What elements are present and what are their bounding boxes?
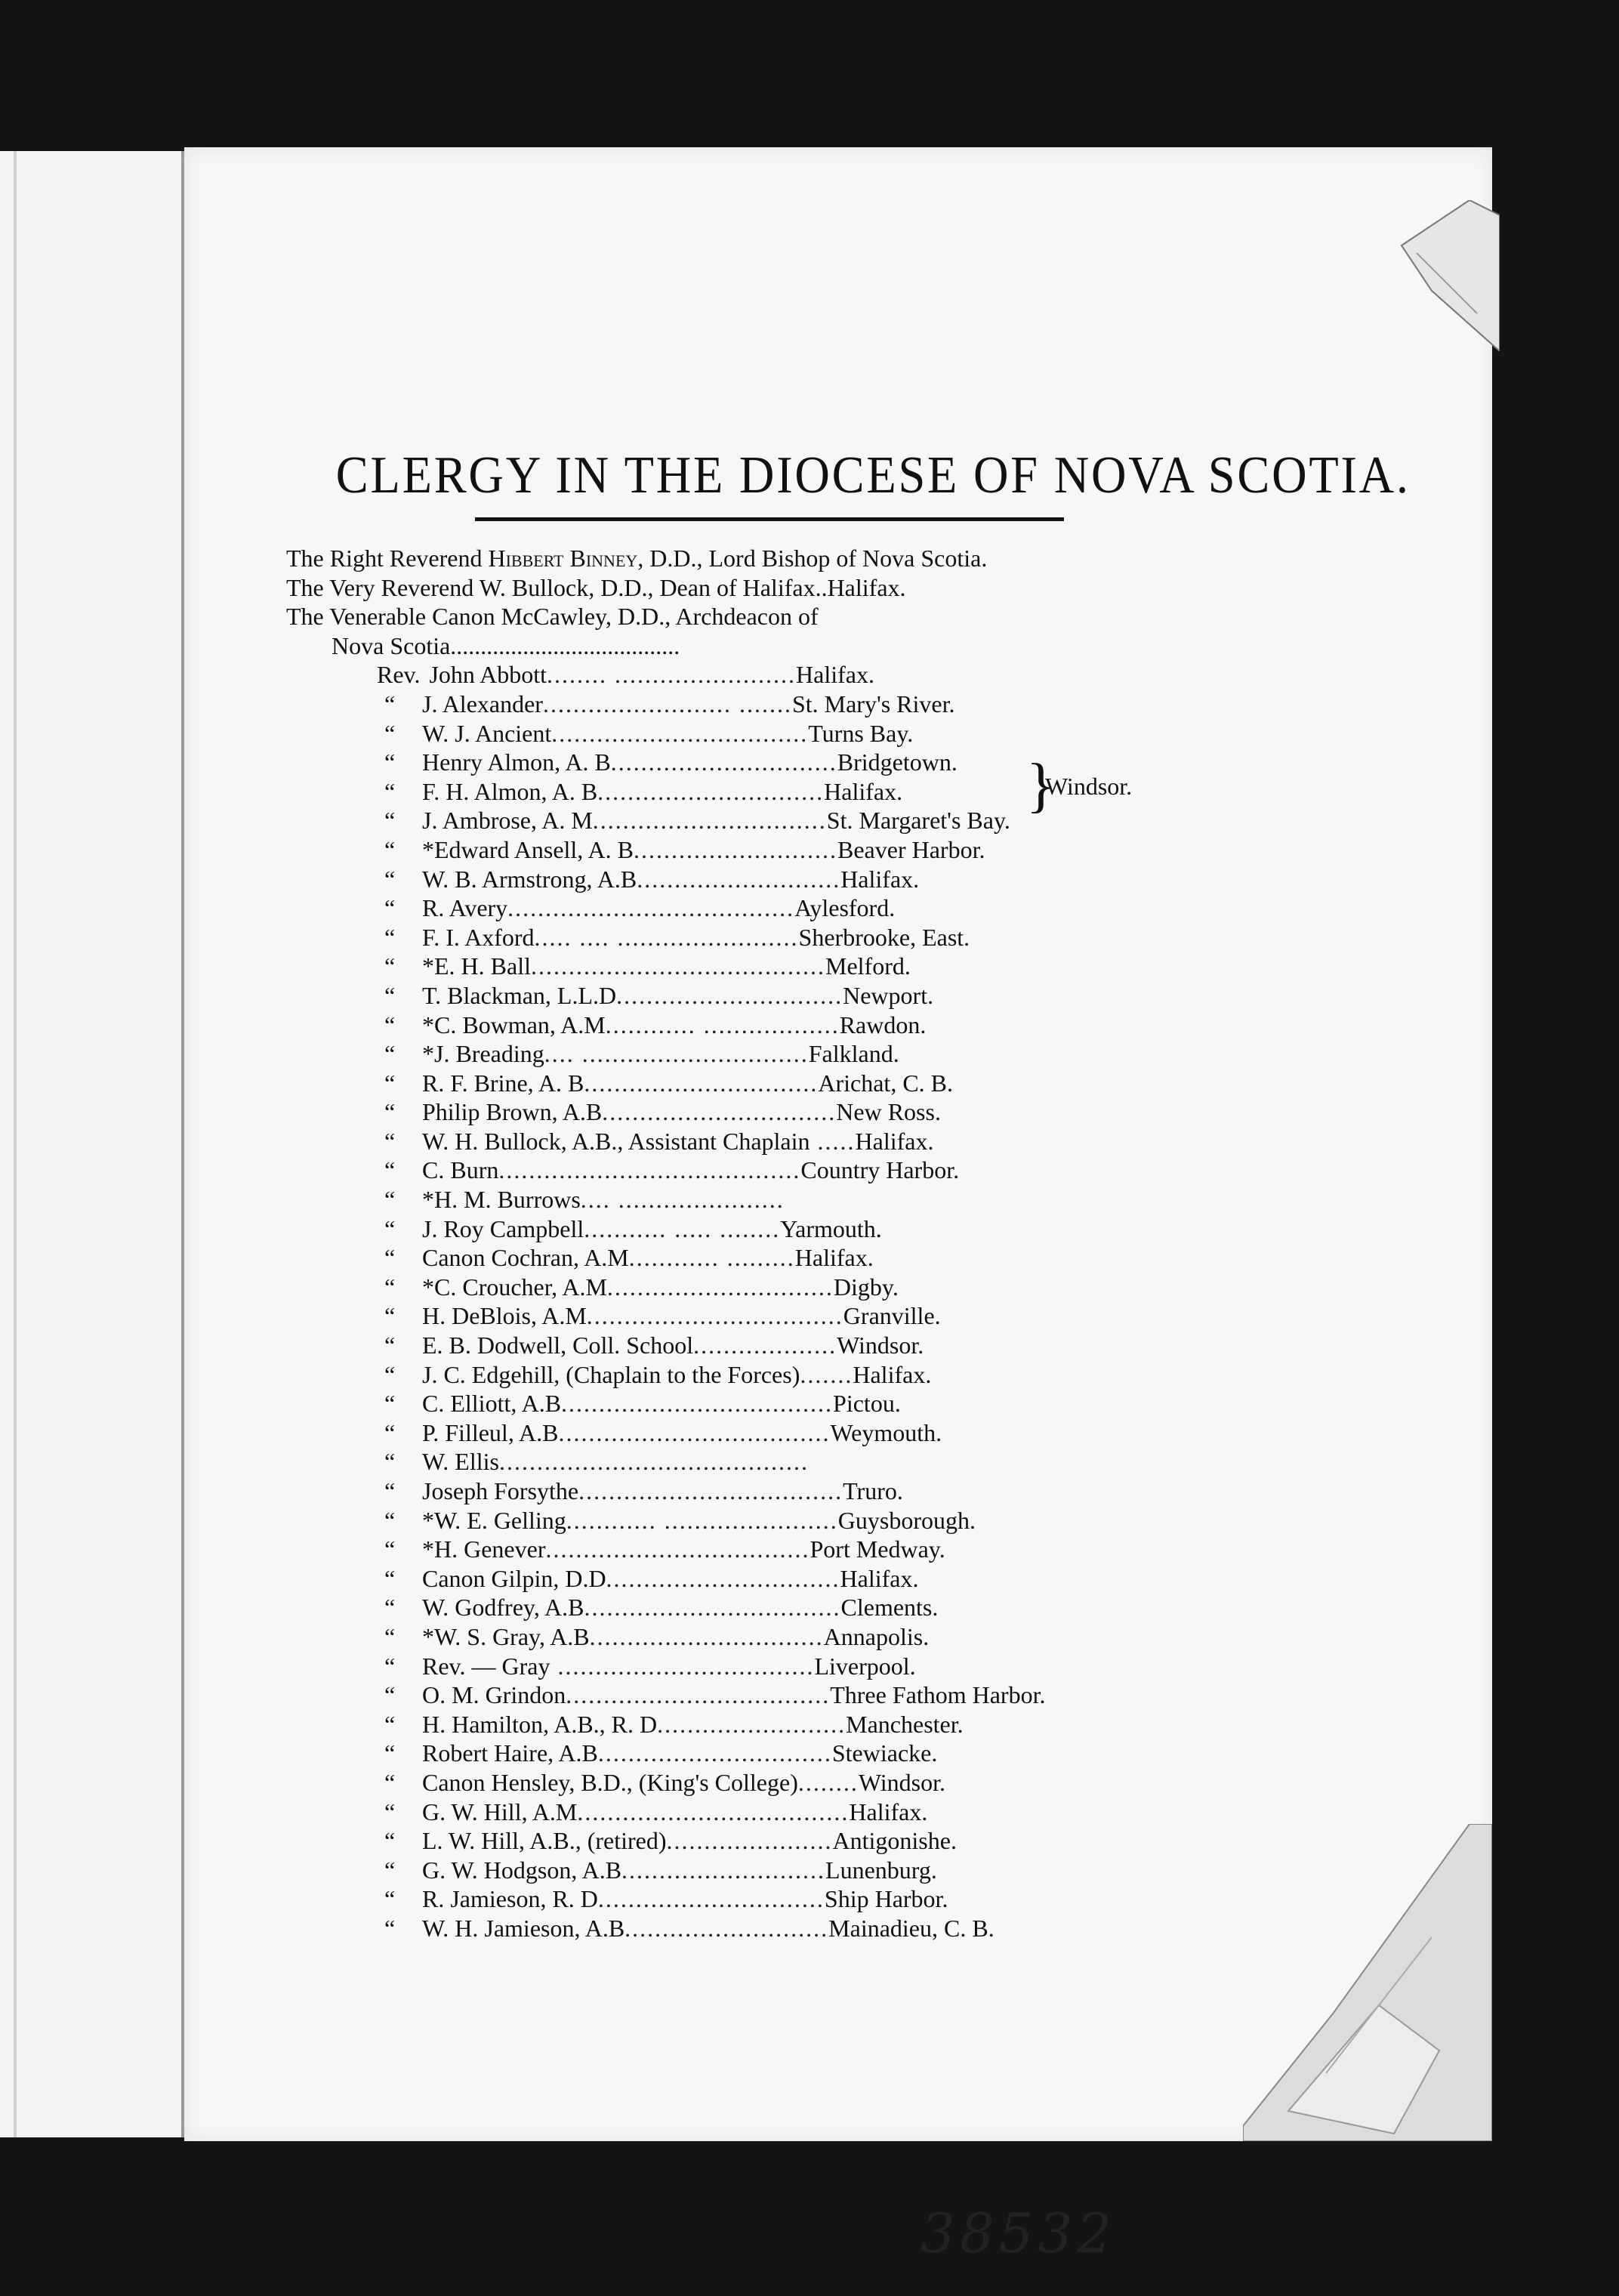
clergy-place: Guysborough. bbox=[837, 1506, 976, 1534]
clergy-name: Rev. — Gray bbox=[422, 1652, 550, 1680]
ditto-mark: “ bbox=[384, 1535, 396, 1563]
leader-dots: ....... bbox=[800, 1360, 853, 1388]
clergy-name: John Abbott bbox=[429, 661, 547, 689]
clergy-entry bbox=[384, 1506, 1419, 1535]
clergy-entry bbox=[384, 1914, 1419, 1943]
clergy-entry bbox=[384, 1856, 1419, 1885]
clergy-place: Halifax. bbox=[855, 1127, 934, 1155]
clergy-name: C. Elliott, A.B bbox=[422, 1390, 562, 1418]
archdeacon-place: Windsor. bbox=[1045, 773, 1133, 800]
clergy-entries bbox=[286, 660, 1419, 1943]
clergy-place: Country Harbor. bbox=[800, 1156, 960, 1184]
leader-dots: .................................. bbox=[584, 1594, 841, 1622]
clergy-entry bbox=[384, 1011, 1419, 1040]
ditto-mark: “ bbox=[384, 1477, 396, 1504]
clergy-place: Turns Bay. bbox=[808, 719, 914, 747]
leader-dots: ............................... bbox=[597, 1739, 832, 1767]
clergy-entry bbox=[384, 1884, 1419, 1914]
clergy-entry bbox=[384, 1652, 1419, 1681]
clergy-name: W. H. Jamieson, A.B bbox=[422, 1914, 625, 1942]
clergy-entry bbox=[384, 1739, 1419, 1768]
clergy-place: Three Fathom Harbor. bbox=[830, 1681, 1046, 1709]
clergy-place: Aylesford. bbox=[794, 894, 896, 922]
leader-dots: ............................... bbox=[602, 1098, 837, 1126]
clergy-name: *H. Genever bbox=[422, 1535, 546, 1563]
clergy-place: St. Mary's River. bbox=[791, 690, 955, 718]
clergy-place: Halifax. bbox=[824, 777, 903, 805]
leader-dots: .................................... bbox=[558, 1418, 831, 1446]
clergy-name: R. Avery bbox=[422, 894, 508, 922]
clergy-place: Weymouth. bbox=[830, 1418, 942, 1446]
leader-dots: ...................... bbox=[666, 1827, 833, 1855]
clergy-entry bbox=[384, 806, 1419, 835]
clergy-name: J. C. Edgehill, (Chaplain to the Forces) bbox=[422, 1360, 800, 1388]
leader-dots: .................................. bbox=[550, 1652, 815, 1680]
clergy-name: O. M. Grindon bbox=[422, 1681, 566, 1709]
clergy-place: Truro. bbox=[843, 1477, 903, 1504]
clergy-name: Philip Brown, A.B bbox=[422, 1098, 603, 1126]
clergy-entry bbox=[384, 1447, 1419, 1477]
clergy-place: Halifax. bbox=[796, 661, 874, 689]
ditto-mark: “ bbox=[384, 1273, 396, 1301]
clergy-entry bbox=[384, 1331, 1419, 1360]
clergy-name: Henry Almon, A. B bbox=[422, 748, 611, 776]
clergy-entry bbox=[384, 690, 1419, 719]
archdeacon-line2-text: Nova Scotia...................................... bbox=[332, 631, 680, 659]
leader-dots: .............................. bbox=[597, 1885, 825, 1913]
clergy-place: St. Margaret's Bay. bbox=[826, 807, 1010, 835]
leader-dots: ........................... bbox=[624, 1914, 829, 1942]
clergy-name: W. Ellis bbox=[422, 1448, 499, 1476]
clergy-name: T. Blackman, L.L.D bbox=[422, 981, 617, 1009]
clergy-entry bbox=[384, 1564, 1419, 1594]
leader-dots: ........................... bbox=[633, 835, 837, 863]
clergy-name: W. B. Armstrong, A.B bbox=[422, 865, 637, 893]
clergy-name: *J. Breading bbox=[422, 1040, 544, 1068]
clergy-name: R. Jamieson, R. D bbox=[422, 1885, 598, 1913]
archdeacon-entry-line1: The Venerable Canon McCawley, D.D., Archdeacon of bbox=[286, 603, 819, 631]
clergy-name: H. Hamilton, A.B., R. D bbox=[422, 1710, 658, 1738]
leader-dots: .............................. bbox=[610, 748, 837, 776]
clergy-entry bbox=[384, 1243, 1419, 1273]
leader-dots: ................... bbox=[693, 1332, 837, 1359]
clergy-place: Rawdon. bbox=[839, 1011, 927, 1038]
clergy-place: Manchester. bbox=[846, 1710, 964, 1738]
leader-dots: ............ ....................... bbox=[566, 1506, 838, 1534]
clergy-entry bbox=[384, 1127, 1419, 1156]
clergy-place: Lunenburg. bbox=[825, 1856, 937, 1884]
ditto-mark: “ bbox=[384, 1448, 396, 1476]
clergy-entry bbox=[384, 1622, 1419, 1652]
clergy-entry bbox=[384, 777, 1419, 807]
ditto-mark: “ bbox=[384, 923, 396, 951]
bishop-name: Hibbert Binney bbox=[488, 545, 638, 572]
ditto-mark: “ bbox=[384, 1506, 396, 1534]
leader-dots: ......................... bbox=[657, 1710, 847, 1738]
clergy-place: Falkland. bbox=[808, 1040, 899, 1068]
leader-dots: .................................... bbox=[561, 1390, 834, 1418]
brace-mark: } bbox=[1026, 752, 1056, 819]
leader-dots: ......................................... bbox=[498, 1448, 809, 1476]
handwritten-number: 38532 bbox=[921, 2202, 1117, 2265]
clergy-entry bbox=[384, 1826, 1419, 1856]
clergy-entry bbox=[384, 1710, 1419, 1739]
clergy-name: *Edward Ansell, A. B bbox=[422, 835, 634, 863]
ditto-mark: “ bbox=[384, 1564, 396, 1592]
clergy-entry bbox=[384, 835, 1419, 865]
ditto-mark: “ bbox=[384, 1768, 396, 1796]
clergy-place: Halifax. bbox=[849, 1798, 928, 1825]
clergy-place: Clements. bbox=[840, 1594, 939, 1622]
clergy-place: Halifax. bbox=[853, 1360, 932, 1388]
leader-dots: ........ ........................ bbox=[547, 661, 797, 689]
clergy-place: Sherbrooke, East. bbox=[798, 923, 970, 951]
ditto-mark: “ bbox=[384, 1069, 396, 1097]
ditto-mark: “ bbox=[384, 835, 396, 863]
bishop-prefix: The Right Reverend bbox=[286, 545, 489, 572]
leader-dots: .............................. bbox=[606, 1273, 834, 1301]
leader-dots: .............................. bbox=[616, 981, 843, 1009]
clergy-entry bbox=[384, 1185, 1419, 1214]
leader-dots: ..... .... ........................ bbox=[534, 923, 799, 951]
clergy-place: Digby. bbox=[833, 1273, 899, 1301]
ditto-mark: “ bbox=[384, 1302, 396, 1330]
clergy-name: J. Roy Campbell bbox=[422, 1214, 584, 1242]
clergy-entry bbox=[384, 1477, 1419, 1506]
clergy-entry bbox=[384, 923, 1419, 952]
leader-dots: ..... bbox=[810, 1127, 856, 1155]
leader-dots: ............ .................. bbox=[605, 1011, 840, 1038]
dean-entry: The Very Reverend W. Bullock, D.D., Dean of Halifax..Halifax. bbox=[286, 573, 906, 601]
ditto-mark: “ bbox=[384, 1011, 396, 1038]
ditto-mark: “ bbox=[384, 865, 396, 893]
clergy-name: J. Alexander bbox=[422, 690, 543, 718]
leader-dots: .................................. bbox=[551, 719, 809, 747]
ditto-mark: “ bbox=[384, 777, 396, 805]
clergy-name: C. Burn bbox=[422, 1156, 499, 1184]
clergy-name: E. B. Dodwell, Coll. School bbox=[422, 1332, 694, 1359]
ditto-mark: “ bbox=[384, 1622, 396, 1650]
leader-dots: ....................................... bbox=[530, 952, 825, 980]
clergy-place: Stewiacke. bbox=[831, 1739, 938, 1767]
clergy-name: W. H. Bullock, A.B., Assistant Chaplain bbox=[422, 1127, 810, 1155]
ditto-mark: “ bbox=[384, 1418, 396, 1446]
clergy-list bbox=[286, 544, 1419, 1943]
ditto-mark: “ bbox=[384, 1156, 396, 1184]
ditto-mark: “ bbox=[384, 894, 396, 922]
clergy-entry bbox=[384, 1418, 1419, 1448]
clergy-entry bbox=[384, 719, 1419, 748]
clergy-entry bbox=[384, 1214, 1419, 1244]
clergy-entry bbox=[384, 1768, 1419, 1798]
ditto-mark: “ bbox=[384, 719, 396, 747]
clergy-place: Windsor. bbox=[858, 1768, 945, 1796]
ditto-mark: “ bbox=[384, 1914, 396, 1942]
ditto-mark: “ bbox=[384, 748, 396, 776]
ditto-mark: “ bbox=[384, 1127, 396, 1155]
clergy-name: *C. Croucher, A.M bbox=[422, 1273, 607, 1301]
clergy-name: *W. S. Gray, A.B bbox=[422, 1622, 590, 1650]
leader-dots: ........ bbox=[797, 1768, 859, 1796]
clergy-name: Joseph Forsythe bbox=[422, 1477, 579, 1504]
clergy-place: Melford. bbox=[825, 952, 911, 980]
clergy-entry bbox=[384, 1301, 1419, 1331]
clergy-entry bbox=[384, 1798, 1419, 1827]
clergy-entry bbox=[384, 865, 1419, 894]
clergy-place: Port Medway. bbox=[810, 1535, 945, 1563]
clergy-place: New Ross. bbox=[836, 1098, 941, 1126]
leader-dots: ......................... ....... bbox=[542, 690, 792, 718]
clergy-entry bbox=[384, 893, 1419, 923]
leader-dots: ........................... bbox=[637, 865, 841, 893]
ditto-mark: “ bbox=[384, 1798, 396, 1825]
page-title: CLERGY IN THE DIOCESE OF NOVA SCOTIA. bbox=[335, 446, 1411, 505]
leader-dots: ............ ......... bbox=[628, 1244, 795, 1272]
clergy-entry bbox=[384, 1680, 1419, 1710]
clergy-name: F. H. Almon, A. B bbox=[422, 777, 598, 805]
clergy-entry bbox=[384, 1273, 1419, 1302]
clergy-place: Yarmouth. bbox=[780, 1214, 882, 1242]
ditto-mark: “ bbox=[384, 1856, 396, 1884]
ditto-mark: “ bbox=[384, 1040, 396, 1068]
clergy-name: *W. E. Gelling bbox=[422, 1506, 566, 1534]
clergy-entry bbox=[384, 1156, 1419, 1185]
clergy-place: Annapolis. bbox=[823, 1622, 930, 1650]
leader-dots: ........... ..... ........ bbox=[584, 1214, 781, 1242]
clergy-place: Antigonishe. bbox=[832, 1827, 957, 1855]
clergy-entry bbox=[384, 1039, 1419, 1069]
clergy-name: Canon Gilpin, D.D bbox=[422, 1564, 606, 1592]
clergy-place: Bridgetown. bbox=[837, 748, 958, 776]
ditto-mark: “ bbox=[384, 1594, 396, 1622]
ditto-mark: Rev. bbox=[377, 661, 421, 689]
clergy-name: J. Ambrose, A. M bbox=[422, 807, 593, 835]
clergy-place: Ship Harbor. bbox=[824, 1885, 948, 1913]
clergy-name: *E. H. Ball bbox=[422, 952, 531, 980]
clergy-entry bbox=[384, 1593, 1419, 1622]
leader-dots: .................................... bbox=[577, 1798, 850, 1825]
document-page bbox=[184, 147, 1492, 2265]
leader-dots: ............................... bbox=[589, 1622, 824, 1650]
ditto-mark: “ bbox=[384, 981, 396, 1009]
title-rule bbox=[475, 517, 1064, 521]
clergy-entry bbox=[384, 1535, 1419, 1564]
archdeacon-entry-line2 bbox=[332, 631, 1419, 661]
clergy-name: Canon Cochran, A.M bbox=[422, 1244, 629, 1272]
ditto-mark: “ bbox=[384, 1652, 396, 1680]
clergy-entry bbox=[384, 952, 1419, 981]
clergy-name: L. W. Hill, A.B., (retired) bbox=[422, 1827, 667, 1855]
ditto-mark: “ bbox=[384, 1244, 396, 1272]
clergy-name: P. Filleul, A.B bbox=[422, 1418, 559, 1446]
folded-corner-top bbox=[1386, 200, 1500, 351]
clergy-place: Halifax. bbox=[840, 865, 920, 893]
ditto-mark: “ bbox=[384, 1332, 396, 1359]
ditto-mark: “ bbox=[384, 1186, 396, 1214]
leader-dots: ........................... bbox=[621, 1856, 826, 1884]
clergy-name: *H. M. Burrows bbox=[422, 1186, 581, 1214]
clergy-place: Pictou. bbox=[833, 1390, 901, 1418]
clergy-entry bbox=[384, 1069, 1419, 1098]
clergy-place: Liverpool. bbox=[814, 1652, 916, 1680]
clergy-name: Robert Haire, A.B bbox=[422, 1739, 598, 1767]
leader-dots: .................................. bbox=[586, 1302, 843, 1330]
leader-dots: ........................................ bbox=[498, 1156, 801, 1184]
clergy-entry bbox=[384, 1360, 1419, 1390]
ditto-mark: “ bbox=[384, 1214, 396, 1242]
ditto-mark: “ bbox=[384, 1360, 396, 1388]
leader-dots: ...................................... bbox=[507, 894, 795, 922]
leader-dots: ............................... bbox=[592, 807, 827, 835]
leader-dots: ............................... bbox=[584, 1069, 819, 1097]
leader-dots: .... .............................. bbox=[544, 1040, 809, 1068]
clergy-place: Mainadieu, C. B. bbox=[828, 1914, 995, 1942]
clergy-name: *C. Bowman, A.M bbox=[422, 1011, 606, 1038]
clergy-name: G. W. Hill, A.M bbox=[422, 1798, 578, 1825]
ditto-mark: “ bbox=[384, 1827, 396, 1855]
clergy-name: R. F. Brine, A. B bbox=[422, 1069, 584, 1097]
clergy-place: Halifax. bbox=[794, 1244, 874, 1272]
leader-dots: .... ...................... bbox=[580, 1186, 785, 1214]
clergy-entry bbox=[384, 1097, 1419, 1127]
leader-dots: .............................. bbox=[597, 777, 825, 805]
ditto-mark: “ bbox=[384, 690, 396, 718]
clergy-name: F. I. Axford bbox=[422, 923, 535, 951]
ditto-mark: “ bbox=[384, 807, 396, 835]
clergy-name: W. Godfrey, A.B bbox=[422, 1594, 584, 1622]
ditto-mark: “ bbox=[384, 1885, 396, 1913]
leader-dots: ................................... bbox=[566, 1681, 831, 1709]
bishop-suffix: , D.D., Lord Bishop of Nova Scotia. bbox=[637, 545, 988, 572]
clergy-name: H. DeBlois, A.M bbox=[422, 1302, 587, 1330]
clergy-name: W. J. Ancient bbox=[422, 719, 552, 747]
clergy-name: Canon Hensley, B.D., (King's College) bbox=[422, 1768, 798, 1796]
clergy-place: Halifax. bbox=[840, 1564, 919, 1592]
clergy-name: G. W. Hodgson, A.B bbox=[422, 1856, 622, 1884]
bishop-entry bbox=[286, 544, 1419, 573]
page-fold-line bbox=[14, 151, 17, 2137]
clergy-entry bbox=[384, 1389, 1419, 1418]
ditto-mark: “ bbox=[384, 1739, 396, 1767]
clergy-entry bbox=[384, 748, 1419, 777]
clergy-place: Arichat, C. B. bbox=[818, 1069, 953, 1097]
facing-page-edge bbox=[0, 151, 184, 2137]
ditto-mark: “ bbox=[384, 1681, 396, 1709]
clergy-place: Beaver Harbor. bbox=[837, 835, 985, 863]
clergy-entry bbox=[384, 981, 1419, 1011]
ditto-mark: “ bbox=[384, 1098, 396, 1126]
leader-dots: ................................... bbox=[545, 1535, 810, 1563]
clergy-place: Newport. bbox=[843, 981, 934, 1009]
clergy-place: Windsor. bbox=[837, 1332, 924, 1359]
leader-dots: ............................... bbox=[606, 1564, 840, 1592]
ditto-mark: “ bbox=[384, 1390, 396, 1418]
ditto-mark: “ bbox=[384, 952, 396, 980]
clergy-place: Granville. bbox=[843, 1302, 941, 1330]
ditto-mark: “ bbox=[384, 1710, 396, 1738]
clergy-entry bbox=[377, 660, 1419, 690]
leader-dots: ................................... bbox=[578, 1477, 843, 1504]
